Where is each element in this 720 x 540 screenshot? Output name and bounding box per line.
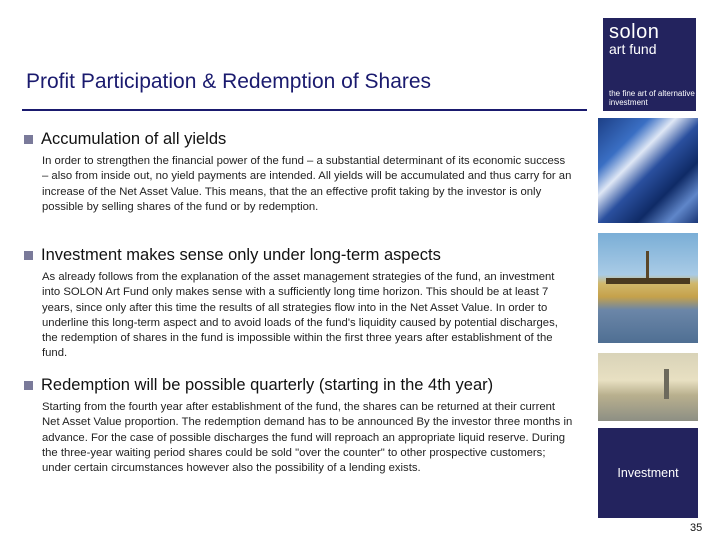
solon-art-fund-logo: [603, 18, 696, 111]
investment-label: Investment: [617, 466, 679, 480]
section-heading-text: Investment makes sense only under long-term aspects: [41, 246, 441, 264]
logo-tagline: the fine art of alternative investment: [609, 89, 695, 107]
page-title: Profit Participation & Redemption of Shares: [26, 70, 432, 93]
logo-line-1: solon: [609, 21, 660, 43]
section-long-term: [24, 246, 574, 362]
section-heading: [24, 246, 574, 265]
section-body: Starting from the fourth year after establishment of the fund, the shares can be returned at their current Net Asset Value proportion. The redemption demand has to be announced By the investor three months in advance. For the case of possible discharges the fund will reproach an appropriate liquid reserve. During the three-year waiting period shares could be sold "over the counter" to other prospective customers; under certain circumstances however also the possibility of a lending exists.: [42, 401, 573, 475]
title-divider: [22, 109, 587, 111]
bridge-deck-shape: [606, 278, 690, 284]
section-heading: [24, 376, 574, 395]
logo-line-2: art fund: [609, 41, 657, 57]
page-number: 35: [690, 522, 703, 534]
investment-label-box: [598, 428, 698, 518]
square-bullet-icon: [24, 381, 33, 390]
section-heading-text: Accumulation of all yields: [41, 130, 227, 148]
bridge-mast-shape: [646, 251, 649, 281]
section-redemption: [24, 376, 574, 476]
square-bullet-icon: [24, 135, 33, 144]
square-bullet-icon: [24, 251, 33, 260]
section-body: In order to strengthen the financial power of the fund – a substantial determinant of its economic success – also from inside out, no yield payments are intended. All yields will be accumulated and thus carry for an increase of the Net Asset Value. This means, that the an effective profit taking by the investor is only possible by selling shares of the fund or by redemption.: [42, 155, 572, 213]
section-body: As already follows from the explanation of the asset management strategies of the fund, an investment into SOLON Art Fund only makes sense with a sufficiently long time horizon. This should be at least 7 years, since only after this time the results of all strategies flow into in the Net Asset Value. In order to underline this long-term aspect and to avoid loads of the fund's liquidity caused by potential discharges, the redemption of shares in the fund is impossible within the first three years after establishment of the fund.: [42, 271, 558, 360]
lighthouse-shape: [664, 369, 669, 399]
section-heading-text: Redemption will be possible quarterly (starting in the 4th year): [41, 376, 494, 394]
drawbridge-painting-image: [598, 233, 698, 343]
seascape-painting-image: [598, 353, 698, 421]
abstract-painting-image: [598, 118, 698, 223]
section-heading: [24, 130, 574, 149]
section-accumulation: [24, 130, 574, 215]
